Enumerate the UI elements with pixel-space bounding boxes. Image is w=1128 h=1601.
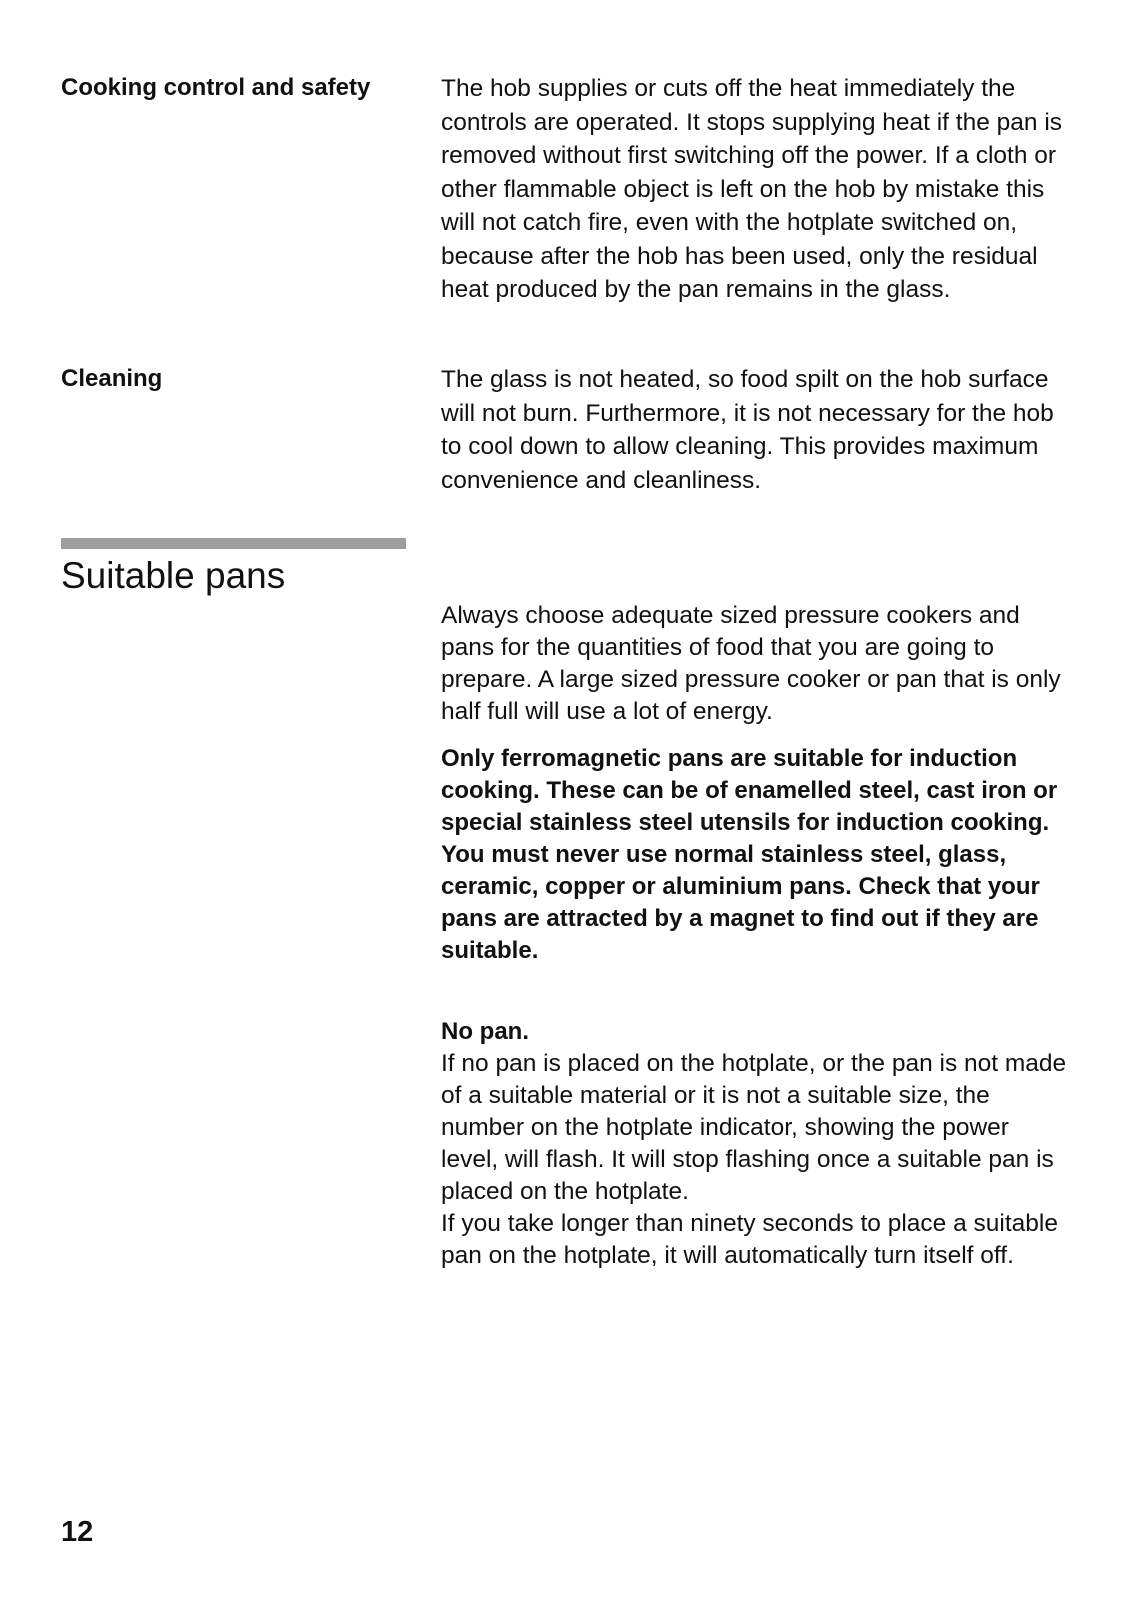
- ferromagnetic-warning: Only ferromagnetic pans are suitable for induction cooking. These can be of enamelled steel, cast iron or special stainless steel utensils for induction cooking. You must never use normal stainless steel, glass, ceramic, copper or aluminium pans. Check that your pans are attracted by a magnet to find out if they are suitable.: [441, 745, 1058, 964]
- no-pan-heading: No pan.: [441, 1018, 529, 1045]
- cleaning-label: Cleaning: [61, 365, 163, 392]
- section-divider: [61, 538, 406, 549]
- section-title: Suitable pans: [61, 555, 286, 596]
- cleaning-text: The glass is not heated, so food spilt on the hob surface will not burn. Furthermore, it is not necessary for the hob to cool down to allow cleaning. This provides maximum convenience and cleanliness.: [441, 366, 1054, 494]
- no-pan-block: [441, 1016, 1071, 1272]
- page-number: 12: [61, 1516, 94, 1548]
- no-pan-text: If no pan is placed on the hotplate, or the pan is not made of a suitable material or it is not a suitable size, the number on the hotplate indicator, showing the power level, will flash. It will stop flashing once a suitable pan is placed on the hotplate.: [441, 1050, 1067, 1205]
- cooking-control-label: Cooking control and safety: [61, 74, 371, 101]
- no-pan-timeout-text: If you take longer than ninety seconds to place a suitable pan on the hotplate, it will automatically turn itself off.: [441, 1210, 1058, 1269]
- suitable-pans-intro: Always choose adequate sized pressure cookers and pans for the quantities of food that you are going to prepare. A large sized pressure cooker or pan that is only half full will use a lot of energy.: [441, 602, 1061, 725]
- cooking-control-text: The hob supplies or cuts off the heat immediately the controls are operated. It stops supplying heat if the pan is removed without first switching off the power. If a cloth or other flammable object is left on the hob by mistake this will not catch fire, even with the hotplate switched on, because after the hob has been used, only the residual heat produced by the pan remains in the glass.: [441, 75, 1063, 303]
